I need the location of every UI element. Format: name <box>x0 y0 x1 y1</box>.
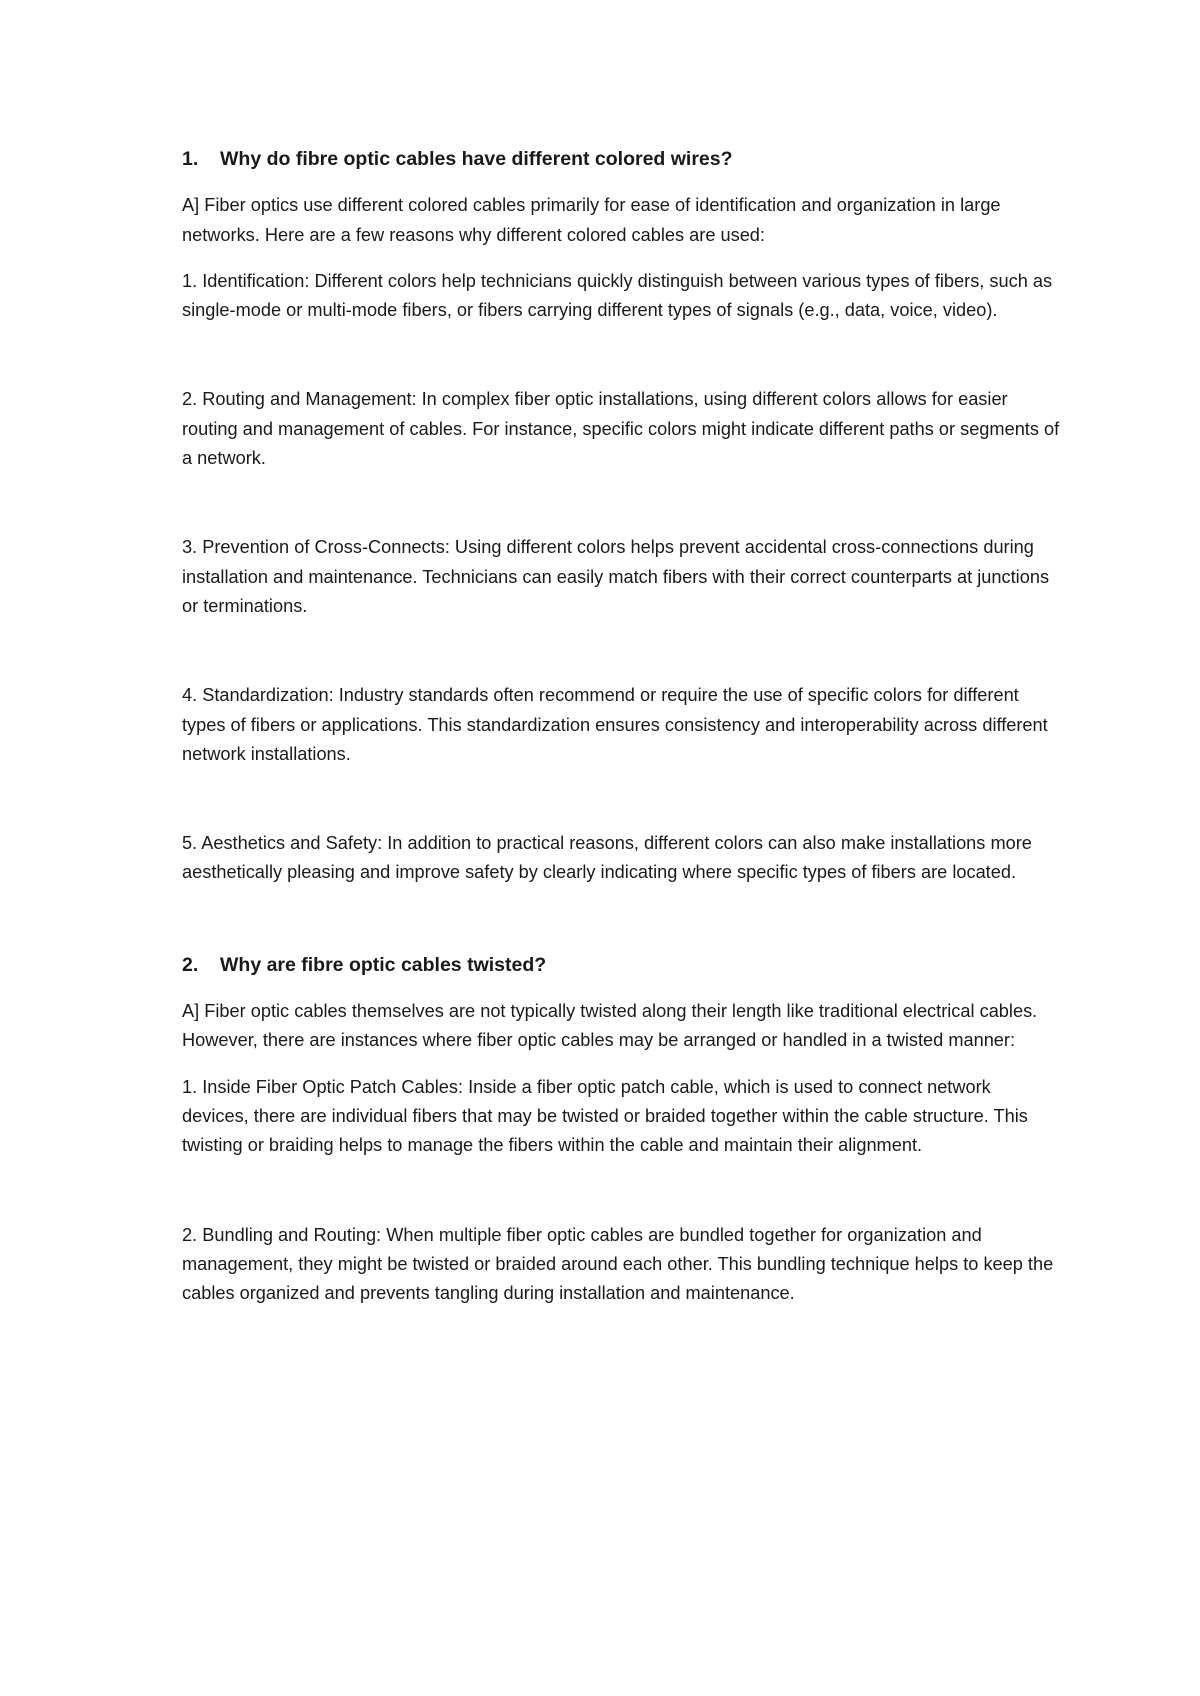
section-2-number: 2. <box>182 953 199 976</box>
section-1-point-4: 4. Standardization: Industry standards often recommend or require the use of specific colors for different types of fibers or applications. This standardization ensures consistency and interoperability across different network installations. <box>182 685 1048 764</box>
section-2-point-1: 1. Inside Fiber Optic Patch Cables: Inside a fiber optic patch cable, which is used to connect network devices, there are individual fibers that may be twisted or braided together within the cable structure. This twisting or braiding helps to manage the fibers within the cable and maintain their alignment. <box>182 1076 1028 1156</box>
section-2-heading <box>182 952 1062 979</box>
section-1-point-2: 2. Routing and Management: In complex fiber optic installations, using different colors allows for easier routing and management of cables. For instance, specific colors might indicate different paths or segments of a network. <box>182 389 1060 469</box>
section-1-number: 1. <box>182 148 199 170</box>
section-1-intro: A] Fiber optics use different colored cables primarily for ease of identification and organization in large networks. Here are a few reasons why different colored cables are used: <box>182 195 1001 245</box>
section-1-point-3: 3. Prevention of Cross-Connects: Using different colors helps prevent accidental cross-connections during installation and maintenance. Technicians can easily match fibers with their correct counterparts at junctions or terminations. <box>182 537 1050 616</box>
section-2-title: Why are fibre optic cables twisted? <box>220 953 547 976</box>
section-1-point-5: 5. Aesthetics and Safety: In addition to practical reasons, different colors can also make installations more aesthetically pleasing and improve safety by clearly indicating where specific types of fibers are located. <box>182 833 1032 883</box>
document-page <box>182 146 1062 1308</box>
section-1-heading <box>182 146 1062 173</box>
section-1-title: Why do fibre optic cables have different colored wires? <box>220 148 733 170</box>
section-2-point-2: 2. Bundling and Routing: When multiple fiber optic cables are bundled together for organization and management, they might be twisted or braided around each other. This bundling technique helps to keep the cables organized and prevents tangling during installation and maintenance. <box>182 1224 1054 1304</box>
section-1-point-1: 1. Identification: Different colors help technicians quickly distinguish between various types of fibers, such as single-mode or multi-mode fibers, or fibers carrying different types of signals (e.g., data, voice, video). <box>182 270 1053 321</box>
section-2-intro: A] Fiber optic cables themselves are not typically twisted along their length like traditional electrical cables. However, there are instances where fiber optic cables may be arranged or handled in a twisted manner: <box>182 1001 1038 1051</box>
